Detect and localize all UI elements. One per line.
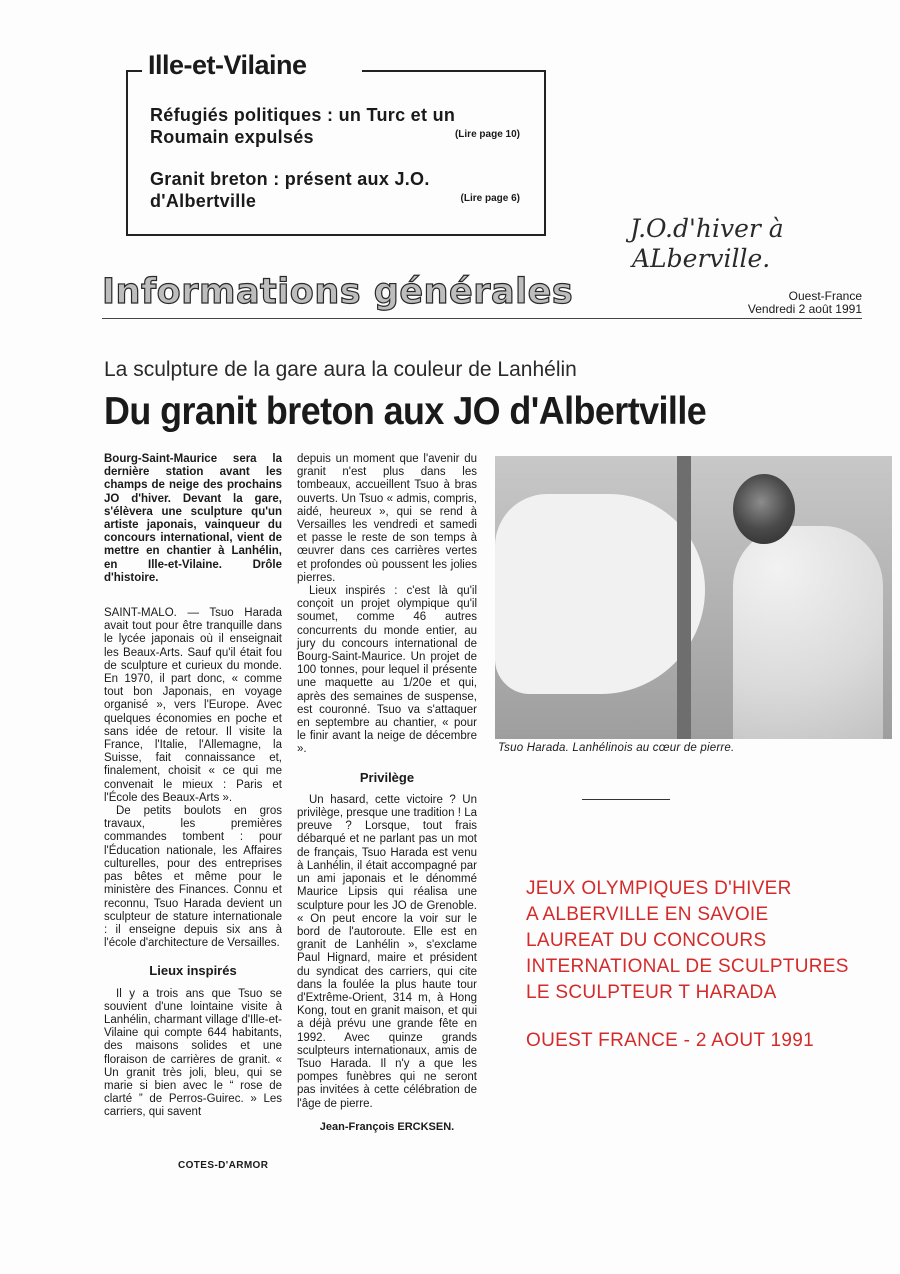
article-paragraph: Il y a trois ans que Tsuo se souvient d'une lointaine visite à Lanhélin, charmant village d'Ille-et-Vilaine qui compte 644 habitants, des maisons solides et une floraison de carrières de granit. « Un granit très joli, bleu, qui se marie si bien avec le “ rose de clarté ” de Perros-Guirec. » Les carriers, qui savent xyxy=(104,987,282,1119)
article-signature: Jean-François ERCKSEN. xyxy=(319,1120,455,1133)
box-headline-1 xyxy=(150,104,530,148)
section-rule xyxy=(102,318,862,319)
article-paragraph: De petits boulots en gros travaux, les premières commandes tombent : pour l'Éducation nationale, les Affaires culturelles, pour des entreprises pas bêtes et même pour le ministère des Finances. Connu et reconnu, Tsuo Harada devient un sculpteur de stature internationale : il enseigne depuis six ans à l'école d'architecture de Versailles. xyxy=(104,805,282,950)
article-headline: Du granit breton aux JO d'Albertville xyxy=(104,390,707,433)
box-title: Ille-et-Vilaine xyxy=(148,50,307,80)
annotation-line: A ALBERVILLE EN SAVOIE xyxy=(526,904,769,925)
department-label: COTES-D'ARMOR xyxy=(178,1160,269,1171)
handwritten-line: J.O.d'hiver à xyxy=(630,214,784,243)
annotation-line: LE SCULPTEUR T HARADA xyxy=(526,982,777,1003)
article-intro: Bourg-Saint-Maurice sera la dernière station avant les champs de neige des prochains JO d'hiver. Devant la gare, s'élèvera une sculpture qu'un artiste japonais, vainqueur du concours international, vient de mettre en chantier à Lanhélin, en Ille-et-Vilaine. Drôle d'histoire. xyxy=(104,453,282,584)
photo-pole xyxy=(677,456,691,739)
photo-caption: Tsuo Harada. Lanhélinois au cœur de pierre. xyxy=(498,742,735,754)
publication-date: Vendredi 2 août 1991 xyxy=(747,302,862,316)
annotation-line: LAUREAT DU CONCOURS xyxy=(526,930,767,951)
handwritten-note xyxy=(630,214,850,274)
annotation-line: JEUX OLYMPIQUES D'HIVER xyxy=(526,878,792,899)
photo-person-head xyxy=(733,474,795,544)
box-headline-2 xyxy=(150,168,530,212)
publication-info xyxy=(748,290,862,316)
box-headline-text: Granit breton : présent aux J.O. d'Albertville xyxy=(150,169,430,211)
photo-sculpture xyxy=(495,494,705,694)
box-headline-text: Réfugiés politiques : un Turc et un Roumain expulsés xyxy=(150,105,456,147)
annotation-line: INTERNATIONAL DE SCULPTURES xyxy=(526,956,849,977)
handwritten-line: ALberville. xyxy=(632,244,771,273)
annotation-source: OUEST FRANCE - 2 AOUT 1991 xyxy=(526,1030,814,1051)
red-annotation xyxy=(526,876,896,1054)
separator-rule xyxy=(582,799,670,800)
article-subheading: Privilège xyxy=(359,769,415,785)
article-paragraph: SAINT-MALO. — Tsuo Harada avait tout pour être tranquille dans le lycée japonais où il enseignait les Beaux-Arts. Sauf qu'il était fou de sculpture et curieux du monde. En 1970, il part donc, « comme tout bon Japonais, en voyage organisé », vers l'Europe. Avec quelques économies en poche et sans idée de retour. Il visite la France, l'Italie, l'Allemagne, la Suisse, fait connaissance et, finalement, choisit « ce qui me convenait le mieux : Paris et l'École des Beaux-Arts ». xyxy=(104,607,282,804)
article-paragraph: Lieux inspirés : c'est là qu'il conçoit un projet olympique qu'il soumet, comme 46 autres concurrents du monde entier, au jury du concours international de Bourg-Saint-Maurice. Un projet de 100 tonnes, pour lequel il présente une maquette au 1/20e et qui, après des semaines de suspense, est couronné. Tsuo va s'attaquer en septembre au chantier, « pour le finir avant la neige de décembre ». xyxy=(297,585,477,756)
article-photo xyxy=(495,456,892,739)
article-subheading: Lieux inspirés xyxy=(149,963,237,979)
publication-name: Ouest-France xyxy=(788,289,862,303)
page-ref: (Lire page 10) xyxy=(454,129,520,140)
article-paragraph: Un hasard, cette victoire ? Un privilège, presque une tradition ! La preuve ? Lorsque, tout frais débarqué et ne parlant pas un mot de français, Tsuo Harada est venu à Lanhélin, il était accompagné par un ami japonais et le dénommé Maurice Lipsis qui réalisa une sculpture pour les JO de Grenoble. « On peut encore la voir sur le bord de l'autoroute. Elle est en granit de Lanhélin », s'exclame Paul Hignard, maire et président du syndicat des carriers, qui cite dans la foulée la plus haute tour d'Extrême-Orient, 314 m, à Hong Kong, tout en granit maison, et qui a déjà prévu une grande fête en 1992. Avec quinze grands sculpteurs internationaux, amis de Tsuo Harada. Il n'y a que les pompes funèbres qui ne seront pas invitées à cette célébration de l'âge de pierre. xyxy=(297,793,477,1110)
section-title: Informations générales xyxy=(102,272,574,312)
article-kicker: La sculpture de la gare aura la couleur de Lanhélin xyxy=(104,358,577,381)
box-rule xyxy=(126,70,142,72)
article-paragraph: depuis un moment que l'avenir du granit n'est plus dans les tombeaux, accueillent Tsuo à bras ouverts. Un Tsuo « admis, compris, aidé, heureux », qui se rend à Versailles les vendredi et samedi et passe le reste de son temps à œuvrer dans ces carrières vertes et profondes où poussent les jolies pierres. xyxy=(297,453,477,584)
page-ref: (Lire page 6) xyxy=(460,193,520,204)
photo-person xyxy=(733,526,883,739)
box-rule xyxy=(362,70,544,72)
article-column-2 xyxy=(297,453,477,1134)
article-column-1 xyxy=(104,453,282,1120)
